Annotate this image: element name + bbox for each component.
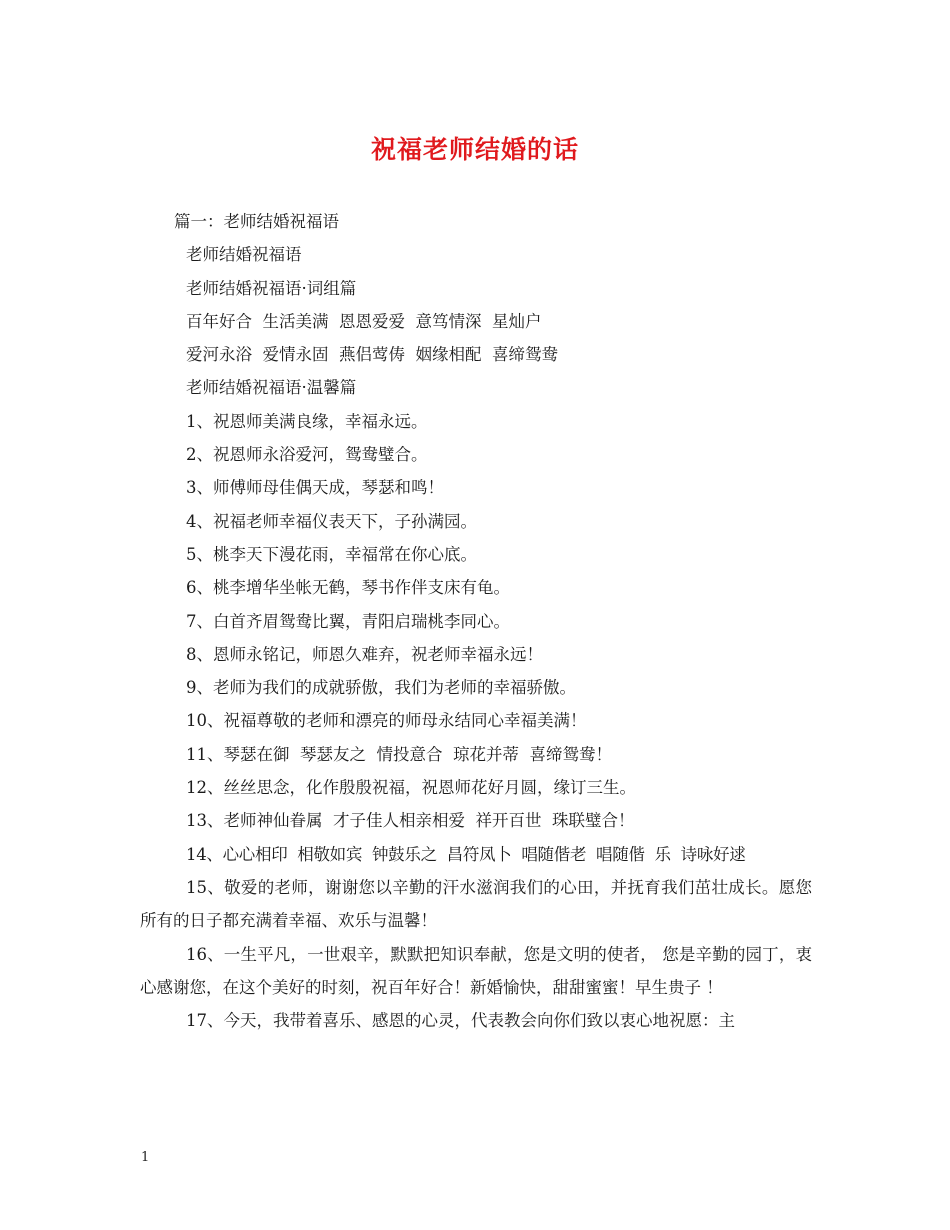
phrase-line: 百年好合 生活美满 恩恩爱爱 意笃情深 星灿户 — [186, 311, 542, 331]
list-item: 5、桃李天下漫花雨，幸福常在你心底。 — [186, 544, 477, 564]
list-item: 12、丝丝思念，化作殷殷祝福，祝恩师花好月圆，缘订三生。 — [186, 778, 636, 798]
list-item: 1、祝恩师美满良缘，幸福永远。 — [186, 411, 428, 431]
list-item: 3、师傅师母佳偶天成，琴瑟和鸣！ — [186, 478, 444, 498]
paragraph: 17、今天，我带着喜乐、感恩的心灵，代表教会向你们致以衷心地祝愿：主 — [186, 1011, 735, 1031]
list-item: 14、心心相印 相敬如宾 钟鼓乐之 昌符凤卜 唱随偕老 唱随偕 乐 诗咏好逑 — [186, 844, 746, 864]
paragraph: 15、敬爱的老师，谢谢您以辛勤的汗水滋润我们的心田，并抚育我们茁壮成长。愿您所有的日子都充满着幸福、欢乐与温馨！ — [140, 877, 812, 931]
section-heading: 篇一：老师结婚祝福语 — [174, 212, 339, 231]
page-number: 1 — [141, 1150, 150, 1165]
list-item: 7、白首齐眉鸳鸯比翼，青阳启瑞桃李同心。 — [186, 611, 510, 631]
paragraph: 16、一生平凡，一世艰辛，默默把知识奉献，您是文明的使者， 您是辛勤的园丁，衷心感谢您，在这个美好的时刻，祝百年好合！新婚愉快，甜甜蜜蜜！早生贵子 ！ — [140, 944, 812, 997]
subsection-heading: 老师结婚祝福语 — [186, 245, 302, 265]
list-item: 10、祝福尊敬的老师和漂亮的师母永结同心幸福美满！ — [186, 711, 587, 731]
document-body — [140, 205, 812, 1037]
list-item: 6、桃李增华坐帐无鹤，琴书作伴支床有龟。 — [186, 578, 510, 598]
list-item: 11、琴瑟在御 琴瑟友之 情投意合 琼花并蒂 喜缔鸳鸯！ — [186, 744, 612, 764]
list-item: 4、祝福老师幸福仪表天下，子孙满园。 — [186, 511, 477, 531]
phrase-line: 爱河永浴 爱情永固 燕侣莺俦 姻缘相配 喜缔鸳鸯 — [186, 345, 558, 365]
list-item: 2、祝恩师永浴爱河，鸳鸯璧合。 — [186, 445, 428, 465]
list-item: 9、老师为我们的成就骄傲，我们为老师的幸福骄傲。 — [186, 678, 576, 698]
subsection-heading: 老师结婚祝福语·词组篇 — [186, 278, 357, 298]
list-item: 8、恩师永铭记，师恩久难弃，祝老师幸福永远！ — [186, 644, 543, 664]
list-item: 13、老师神仙眷属 才子佳人相亲相爱 祥开百世 珠联璧合！ — [186, 811, 635, 831]
page-title: 祝福老师结婚的话 — [370, 135, 579, 164]
subsection-heading: 老师结婚祝福语·温馨篇 — [186, 378, 357, 398]
